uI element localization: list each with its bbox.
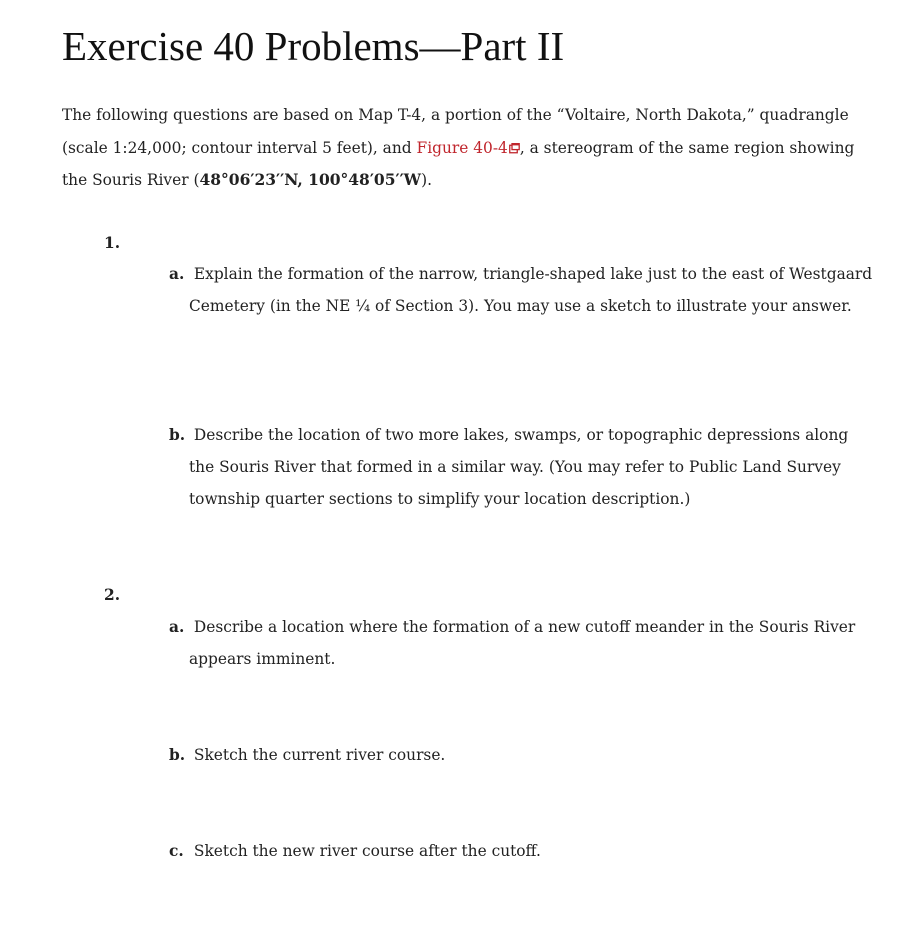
- question-part: [169, 835, 874, 867]
- figure-link[interactable]: [417, 139, 520, 157]
- intro-paragraph: [62, 99, 862, 197]
- part-text: Explain the formation of the narrow, triangle-shaped lake just to the east of Westgaard Cemetery (in the NE ¼ of Section 3). You may use a sketch to illustrate your answer.: [189, 265, 873, 316]
- part-letter: a.: [169, 265, 185, 283]
- question-number: 1.: [104, 234, 121, 252]
- intro-text: The following questions are based on Map T-4, a portion of the “Voltaire, North Dakota,” quadrangle (scale 1:24,000; contour interval 5 feet), and: [62, 106, 849, 157]
- question-part: [169, 258, 874, 322]
- part-letter: b.: [169, 426, 186, 444]
- part-text: Describe a location where the formation of a new cutoff meander in the Souris River appears imminent.: [189, 618, 856, 669]
- part-text: Sketch the new river course after the cutoff.: [193, 842, 541, 860]
- external-link-icon: [509, 143, 520, 154]
- part-letter: b.: [169, 746, 186, 764]
- part-text: Describe the location of two more lakes, swamps, or topographic depressions along the Souris River that formed in a similar way. (You may refer to Public Land Survey township quarter sections to simplify your location description.): [189, 426, 849, 509]
- intro-text-continued: , a stereogram of the same region showing the Souris River (: [62, 138, 855, 189]
- part-letter: a.: [169, 618, 185, 636]
- question-part: [169, 739, 874, 771]
- question-part: [169, 611, 874, 675]
- coordinates: 48°06′23′′N, 100°48′05′′W: [199, 170, 422, 189]
- part-text: Sketch the current river course.: [193, 746, 446, 764]
- question-number: 2.: [104, 586, 121, 604]
- page-title: Exercise 40 Problems—Part II: [62, 23, 565, 69]
- part-letter: c.: [169, 842, 184, 860]
- intro-text-end: ).: [421, 171, 432, 189]
- figure-link-label: Figure 40-4: [416, 138, 508, 157]
- question-part: [169, 419, 874, 516]
